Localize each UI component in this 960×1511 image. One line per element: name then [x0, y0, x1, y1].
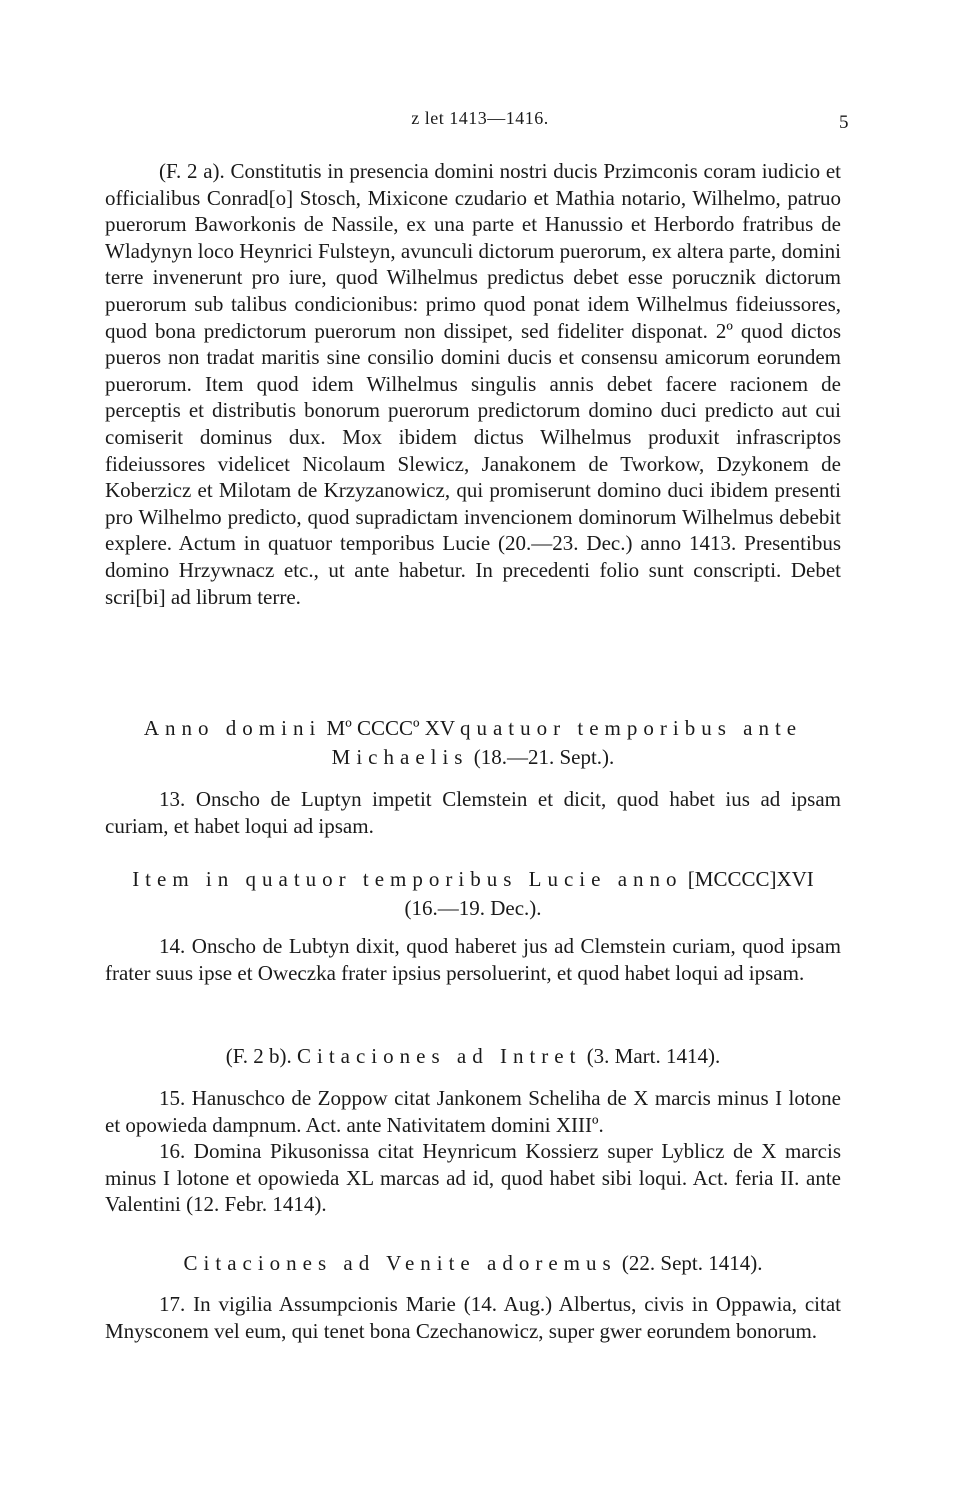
heading-1-date: (18.—21. Sept.).: [473, 745, 615, 769]
section-heading-3: [105, 1042, 841, 1070]
heading-4-date: (22. Sept. 1414).: [621, 1251, 763, 1275]
running-head: z let 1413—1416.: [411, 108, 549, 128]
heading-1-year: Mº CCCCº XV: [326, 716, 455, 740]
entry-14-text: 14. Onscho de Lubtyn dixit, quod haberet jus ad Clemstein curiam, quod ipsam frater suus ipse et Oweczka frater ipsius persoluerint, et quod habet loqui ad ipsam.: [105, 934, 841, 985]
entry-14: [105, 933, 841, 986]
heading-3-folio: (F. 2 b).: [225, 1044, 292, 1068]
heading-1-part-c: Michaelis: [331, 745, 469, 769]
entries-15-16: [105, 1085, 841, 1218]
heading-2-year: [MCCCC]XVI: [687, 867, 814, 891]
folio-reference: (F. 2 a).: [159, 159, 225, 183]
entry-16-text: 16. Domina Pikusonissa citat Heynricum Kossierz super Lyblicz de X marcis minus I lotone et opowieda XL marcas ad id, quod habet sibi loqui. Act. feria II. ante Valentini (12. Febr. 1414).: [105, 1139, 841, 1217]
section-heading-2: [105, 865, 841, 923]
page-number: 5: [839, 112, 849, 133]
heading-3-date: (3. Mart. 1414).: [586, 1044, 721, 1068]
heading-4-title: Citaciones ad Venite adoremus: [183, 1251, 617, 1275]
heading-3-title: Citaciones ad Intret: [296, 1044, 582, 1068]
intro-section: [105, 158, 841, 610]
section-heading-4: [105, 1249, 841, 1277]
intro-paragraph: [105, 158, 841, 610]
entry-17: [105, 1291, 841, 1344]
entry-17-text: 17. In vigilia Assumpcionis Marie (14. Aug.) Albertus, civis in Oppawia, citat Mnysconem vel eum, qui tenet bona Czechanowicz, super gwer eorundem bonorum.: [105, 1292, 841, 1343]
heading-2-part-a: Item in quatuor temporibus Lucie anno: [132, 867, 683, 891]
entry-15-text: 15. Hanuschco de Zoppow citat Jankonem Scheliha de X marcis minus I lotone et opowieda dampnum. Act. ante Nativitatem domini XIIIº.: [105, 1086, 841, 1137]
intro-text: Constitutis in presencia domini nostri ducis Przimconis coram iudicio et officialibus Conrad[o] Stosch, Mixicone czudario et Mathia notario, Wilhelmo, patruo puerorum Baworkonis de Nassile, ex una parte et Hanussio et Herbordo fratribus de Wladynyn loco Heynrici Fulsteyn, avunculi dictorum puerorum, ex altera parte, domini terre invenerunt pro iure, quod Wilhelmus predictus debet esse porucznik dictorum puerorum sub talibus condicionibus: primo quod ponat idem Wilhelmus fideiussores, quod bona predictorum puerorum non dissipet, sed fideliter disponat. 2º quod dictos pueros non tradat maritis sine consilio domini ducis et consensu amicorum eorundem puerorum. Item quod idem Wilhelmus singulis annis debet facere racionem de perceptis et distributis bonorum puerorum predictorum domino duci predicto aut cui comiserit dominus dux. Mox ibidem dictus Wilhelmus produxit infrascriptos fideiussores videlicet Nicolaum Slewicz, Janakonem de Tworkow, Dzykonem de Koberzicz et Milotam de Krzyzanowicz, qui promiserunt domino duci ibidem presenti pro Wilhelmo predicto, quod supradictam invencionem dominorum Wilhelmus debebit explere. Actum in quatuor temporibus Lucie (20.—23. Dec.) anno 1413. Presentibus domino Hrzywnacz etc., ut ante habetur. In precedenti folio sunt conscripti. Debet scri[bi] ad librum terre.: [105, 159, 841, 609]
entry-13: [105, 786, 841, 839]
heading-1-part-b: quatuor temporibus ante: [459, 716, 803, 740]
heading-1-part-a: Anno domini: [143, 716, 322, 740]
entry-13-text: 13. Onscho de Luptyn impetit Clemstein et dicit, quod habet ius ad ipsam curiam, et habet loqui ad ipsam.: [105, 787, 841, 838]
heading-2-date: (16.—19. Dec.).: [404, 896, 542, 920]
section-heading-1: [105, 714, 841, 772]
